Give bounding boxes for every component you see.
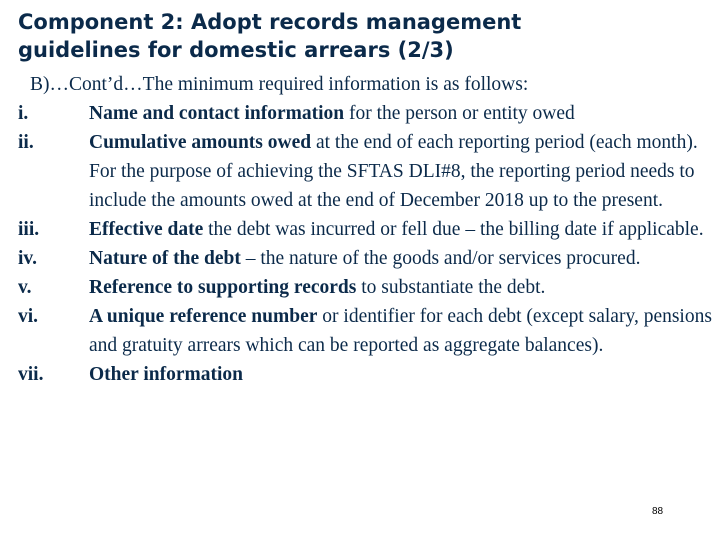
list-numeral: iv. bbox=[18, 248, 37, 269]
body-content bbox=[18, 70, 718, 389]
list-item-v bbox=[18, 273, 718, 302]
slide-title bbox=[18, 8, 708, 64]
list-item-bold: Nature of the debt bbox=[89, 248, 241, 269]
page-number: 88 bbox=[652, 506, 664, 517]
list-item-iv bbox=[18, 244, 718, 273]
list-item-rest: at the end of each reporting period (each month). For the purpose of achieving the SFTAS DLI#8, the reporting period needs to include the amounts owed at the end of December 2018 up to the present. bbox=[89, 132, 698, 211]
list-numeral: ii. bbox=[18, 132, 34, 153]
title-line-2: guidelines for domestic arrears (2/3) bbox=[18, 38, 454, 62]
list-item-bold: Effective date bbox=[89, 219, 204, 240]
list-item-rest: to substantiate the debt. bbox=[356, 277, 546, 298]
list-numeral: iii. bbox=[18, 219, 40, 240]
intro-text: B)…Cont’d…The minimum required information is as follows: bbox=[30, 74, 529, 95]
list-item-i bbox=[18, 99, 718, 128]
title-line-1: Component 2: Adopt records management bbox=[18, 10, 522, 34]
list-item-text bbox=[89, 99, 718, 128]
list-item-text bbox=[89, 244, 718, 273]
list-item-bold: Reference to supporting records bbox=[89, 277, 357, 298]
list-item-rest: for the person or entity owed bbox=[344, 103, 575, 124]
list-item-text bbox=[89, 360, 718, 389]
list-item-rest: – the nature of the goods and/or services procured. bbox=[240, 248, 641, 269]
list-item-bold: Name and contact information bbox=[89, 103, 345, 124]
list-item-text bbox=[89, 302, 718, 360]
list-numeral: i. bbox=[18, 103, 29, 124]
list-item-rest: or identifier for each debt (except salary, pensions and gratuity arrears which can be reported as aggregate balances). bbox=[89, 306, 712, 356]
list-item-vi bbox=[18, 302, 718, 360]
list-item-rest: the debt was incurred or fell due – the billing date if applicable. bbox=[203, 219, 704, 240]
list-item-ii bbox=[18, 128, 718, 215]
list-item-vii bbox=[18, 360, 718, 389]
list-item-text bbox=[89, 273, 718, 302]
list-numeral: v. bbox=[18, 277, 32, 298]
list-numeral: vii. bbox=[18, 364, 44, 385]
list-item-text bbox=[89, 215, 718, 244]
list-numeral: vi. bbox=[18, 306, 39, 327]
list-item-bold: Cumulative amounts owed bbox=[89, 132, 312, 153]
list-item-bold: Other information bbox=[89, 364, 244, 385]
list-item-text bbox=[89, 128, 718, 215]
list-item-bold: A unique reference number bbox=[89, 306, 318, 327]
list-item-iii bbox=[18, 215, 718, 244]
